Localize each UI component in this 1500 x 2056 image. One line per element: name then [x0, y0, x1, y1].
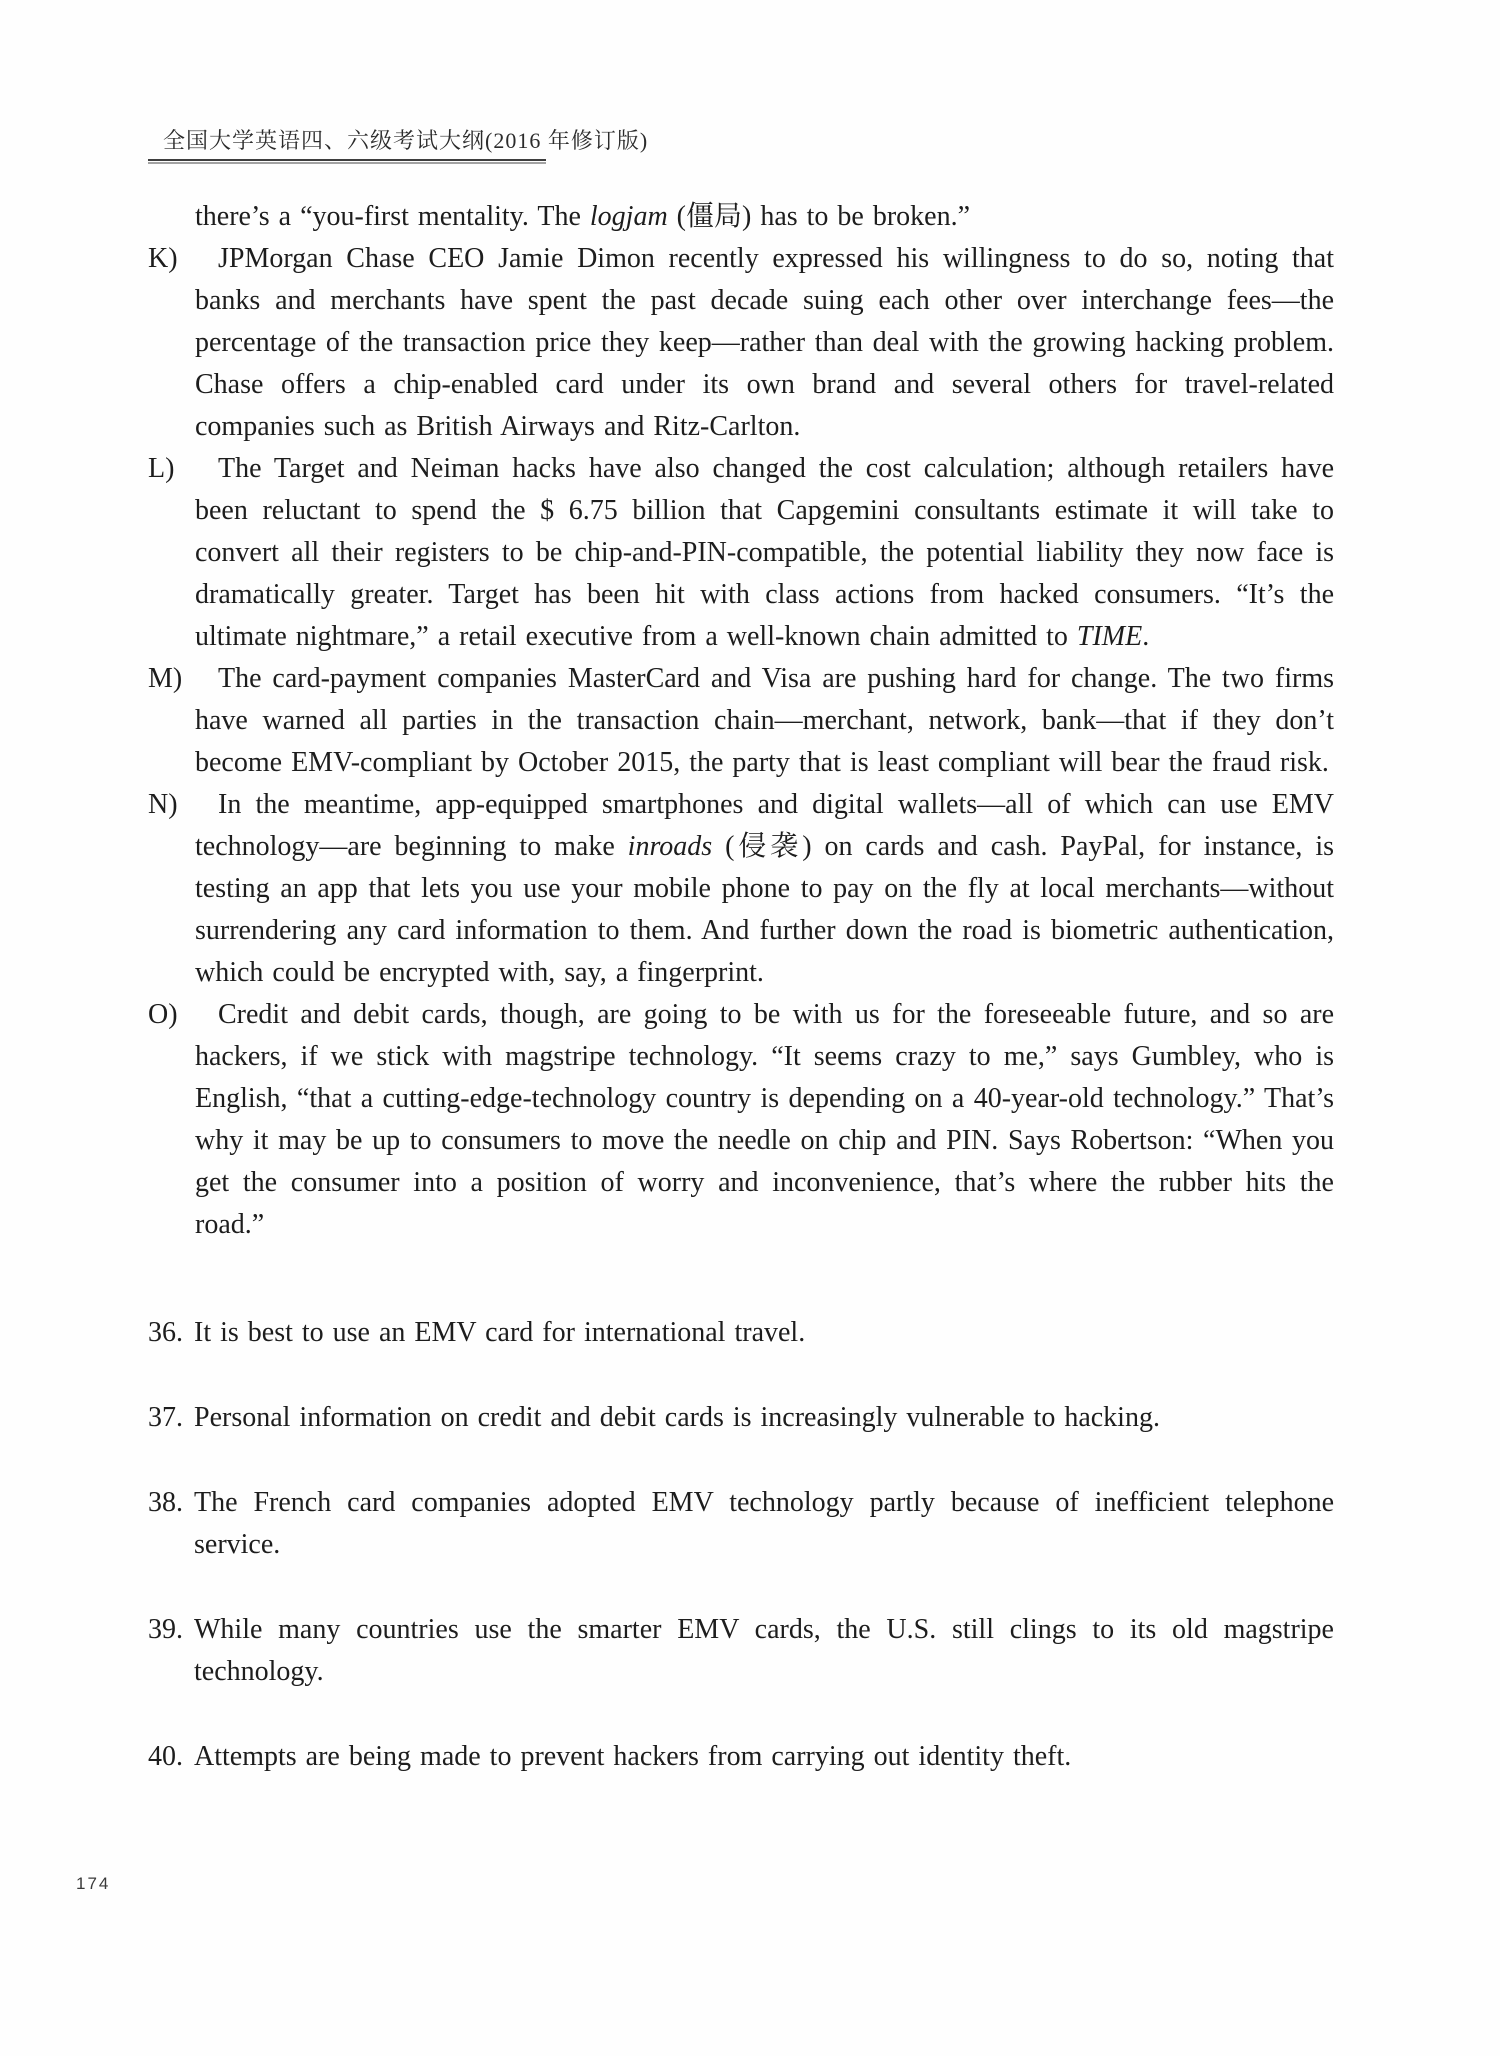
- paragraph-text: The Target and Neiman hacks have also changed the cost calculation; although retailers have been reluctant to spend the $ 6.75 billion that Capgemini consultants estimate it will take to convert all their registers to be chip-and-PIN-compatible, the potential liability they now face is dramatically greater. Target has been hit with class actions from hacked consumers. “It’s the ultimate nightmare,” a retail executive from a well-known chain admitted to: [195, 453, 1334, 652]
- question-list: [148, 1312, 1334, 1778]
- paragraph-label: L): [148, 453, 175, 484]
- question-text: Attempts are being made to prevent hackers from carrying out identity theft.: [194, 1741, 1072, 1772]
- page-number: 174: [76, 1874, 111, 1893]
- paragraph-text: (侵袭) on cards and cash. PayPal, for instance, is testing an app that lets you use your mobile phone to pay on the fly at local merchants—without surrendering any card information to them. And further down the road is biometric authentication, which could be encrypted with, say, a fingerprint.: [195, 831, 1334, 988]
- paragraph-text: JPMorgan Chase CEO Jamie Dimon recently expressed his willingness to do so, noting that banks and merchants have spent the past decade suing each other over interchange fees—the percentage of the transaction price they keep—rather than deal with the growing hacking problem. Chase offers a chip-enabled card under its own brand and several others for travel-related companies such as British Airways and Ritz-Carlton.: [195, 243, 1334, 442]
- question-item: [148, 1397, 1334, 1439]
- italic-term: TIME: [1076, 621, 1143, 652]
- question-item: [148, 1609, 1334, 1693]
- paragraph-text: (僵局) has to be broken.”: [667, 201, 971, 232]
- paragraph-text: Credit and debit cards, though, are going to be with us for the foreseeable future, and so are hackers, if we stick with magstripe technology. “It seems crazy to me,” says Gumbley, who is English, “that a cutting-edge-technology country is depending on a 40-year-old technology.” That’s why it may be up to consumers to move the needle on chip and PIN. Says Robertson: “When you get the consumer into a position of worry and inconvenience, that’s where the rubber hits the road.”: [195, 999, 1334, 1240]
- paragraph: [148, 658, 1334, 784]
- passage: [148, 196, 1334, 1246]
- question-number: 36.: [148, 1317, 183, 1348]
- question-item: [148, 1736, 1334, 1778]
- paragraph-label: M): [148, 663, 183, 694]
- page-header: [148, 128, 648, 161]
- paragraph: [148, 784, 1334, 994]
- paragraph-label: N): [148, 789, 178, 820]
- paragraph-text: .: [1142, 621, 1150, 652]
- paragraph-label: O): [148, 999, 178, 1030]
- header-rule: [148, 159, 546, 161]
- paragraph-text: In the meantime, app-equipped smartphones and digital wallets—all of which can use EMV technology—are beginning to make: [195, 789, 1334, 862]
- question-text: It is best to use an EMV card for international travel.: [194, 1317, 806, 1348]
- paragraph: [148, 196, 1334, 238]
- paragraph: [148, 238, 1334, 448]
- question-number: 40.: [148, 1741, 183, 1772]
- paragraph-text: The card-payment companies MasterCard and Visa are pushing hard for change. The two firms have warned all parties in the transaction chain—merchant, network, bank—that if they don’t become EMV-compliant by October 2015, the party that is least compliant will bear the fraud risk.: [195, 663, 1334, 778]
- question-number: 39.: [148, 1614, 183, 1645]
- question-number: 37.: [148, 1402, 183, 1433]
- paragraph-text: there’s a “you-first mentality. The: [195, 201, 590, 232]
- italic-term: logjam: [589, 201, 668, 232]
- paragraph: [148, 994, 1334, 1246]
- italic-term: inroads: [627, 831, 713, 862]
- question-item: [148, 1312, 1334, 1354]
- paragraph: [148, 448, 1334, 658]
- paragraph-label: K): [148, 243, 178, 274]
- question-item: [148, 1482, 1334, 1566]
- question-text: The French card companies adopted EMV technology partly because of inefficient telephone service.: [194, 1487, 1334, 1560]
- header-title: 全国大学英语四、六级考试大纲(2016 年修订版): [163, 128, 649, 153]
- question-text: Personal information on credit and debit cards is increasingly vulnerable to hacking.: [194, 1402, 1160, 1433]
- page-content: [148, 196, 1334, 1778]
- question-number: 38.: [148, 1487, 183, 1518]
- question-text: While many countries use the smarter EMV cards, the U.S. still clings to its old magstripe technology.: [194, 1614, 1334, 1687]
